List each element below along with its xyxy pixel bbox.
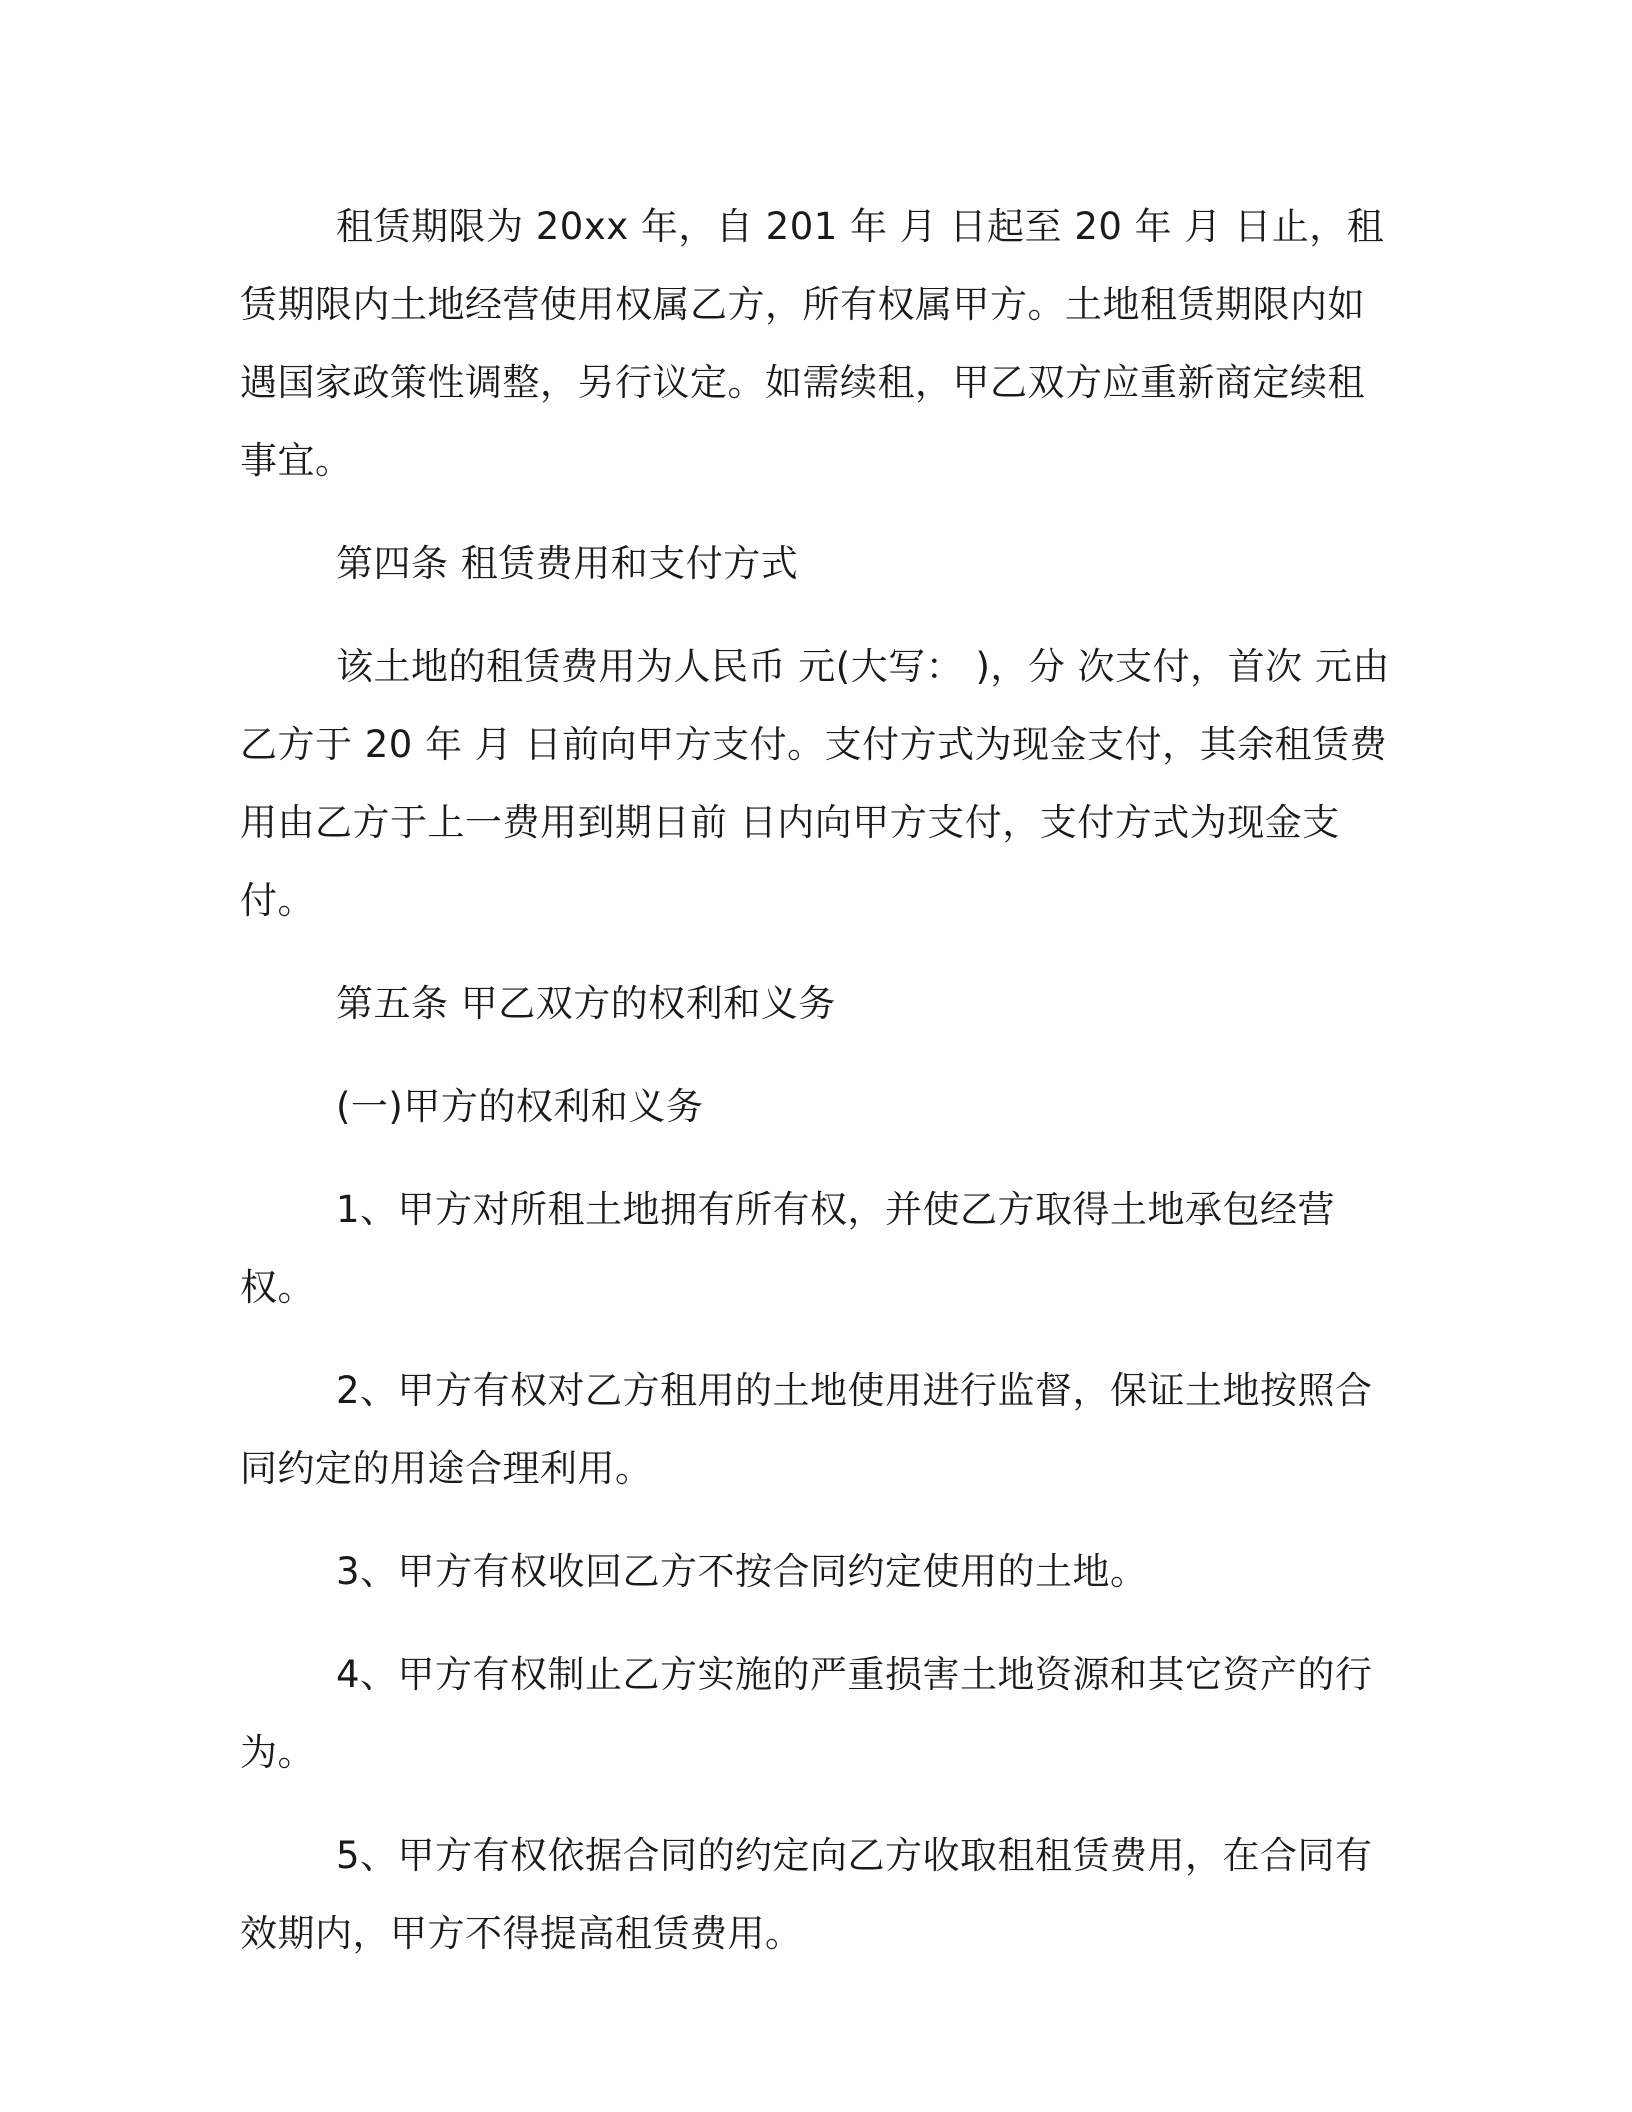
paragraph-lease-fee: 该土地的租赁费用为人民币 元(大写： )，分 次支付，首次 元由乙方于 20 年 月 日前向甲方支付。支付方式为现金支付，其余租赁费用由乙方于上一费用到期日前 日内向甲方支付，支付方式为现金支付。	[240, 645, 1390, 922]
document-body	[240, 188, 1400, 1998]
subheading-party-a-rights: (一)甲方的权利和义务	[336, 1085, 704, 1128]
paragraph-lease-term: 租赁期限为 20xx 年，自 201 年 月 日起至 20 年 月 日止，租赁期限内土地经营使用权属乙方，所有权属甲方。土地租赁期限内如遇国家政策性调整，另行议定。如需续租，甲乙双方应重新商定续租事宜。	[240, 205, 1385, 482]
list-item-5: 5、甲方有权依据合同的约定向乙方收取租租赁费用，在合同有效期内，甲方不得提高租赁费用。	[240, 1834, 1373, 1955]
list-item-2: 2、甲方有权对乙方租用的土地使用进行监督，保证土地按照合同约定的用途合理利用。	[240, 1369, 1373, 1490]
list-item-1: 1、甲方对所租土地拥有所有权，并使乙方取得土地承包经营权。	[240, 1188, 1336, 1309]
heading-article-five: 第五条 甲乙双方的权利和义务	[336, 982, 836, 1025]
list-item-4: 4、甲方有权制止乙方实施的严重损害土地资源和其它资产的行为。	[240, 1653, 1373, 1774]
heading-article-four: 第四条 租赁费用和支付方式	[336, 542, 799, 585]
list-item-3: 3、甲方有权收回乙方不按合同约定使用的土地。	[336, 1550, 1148, 1593]
